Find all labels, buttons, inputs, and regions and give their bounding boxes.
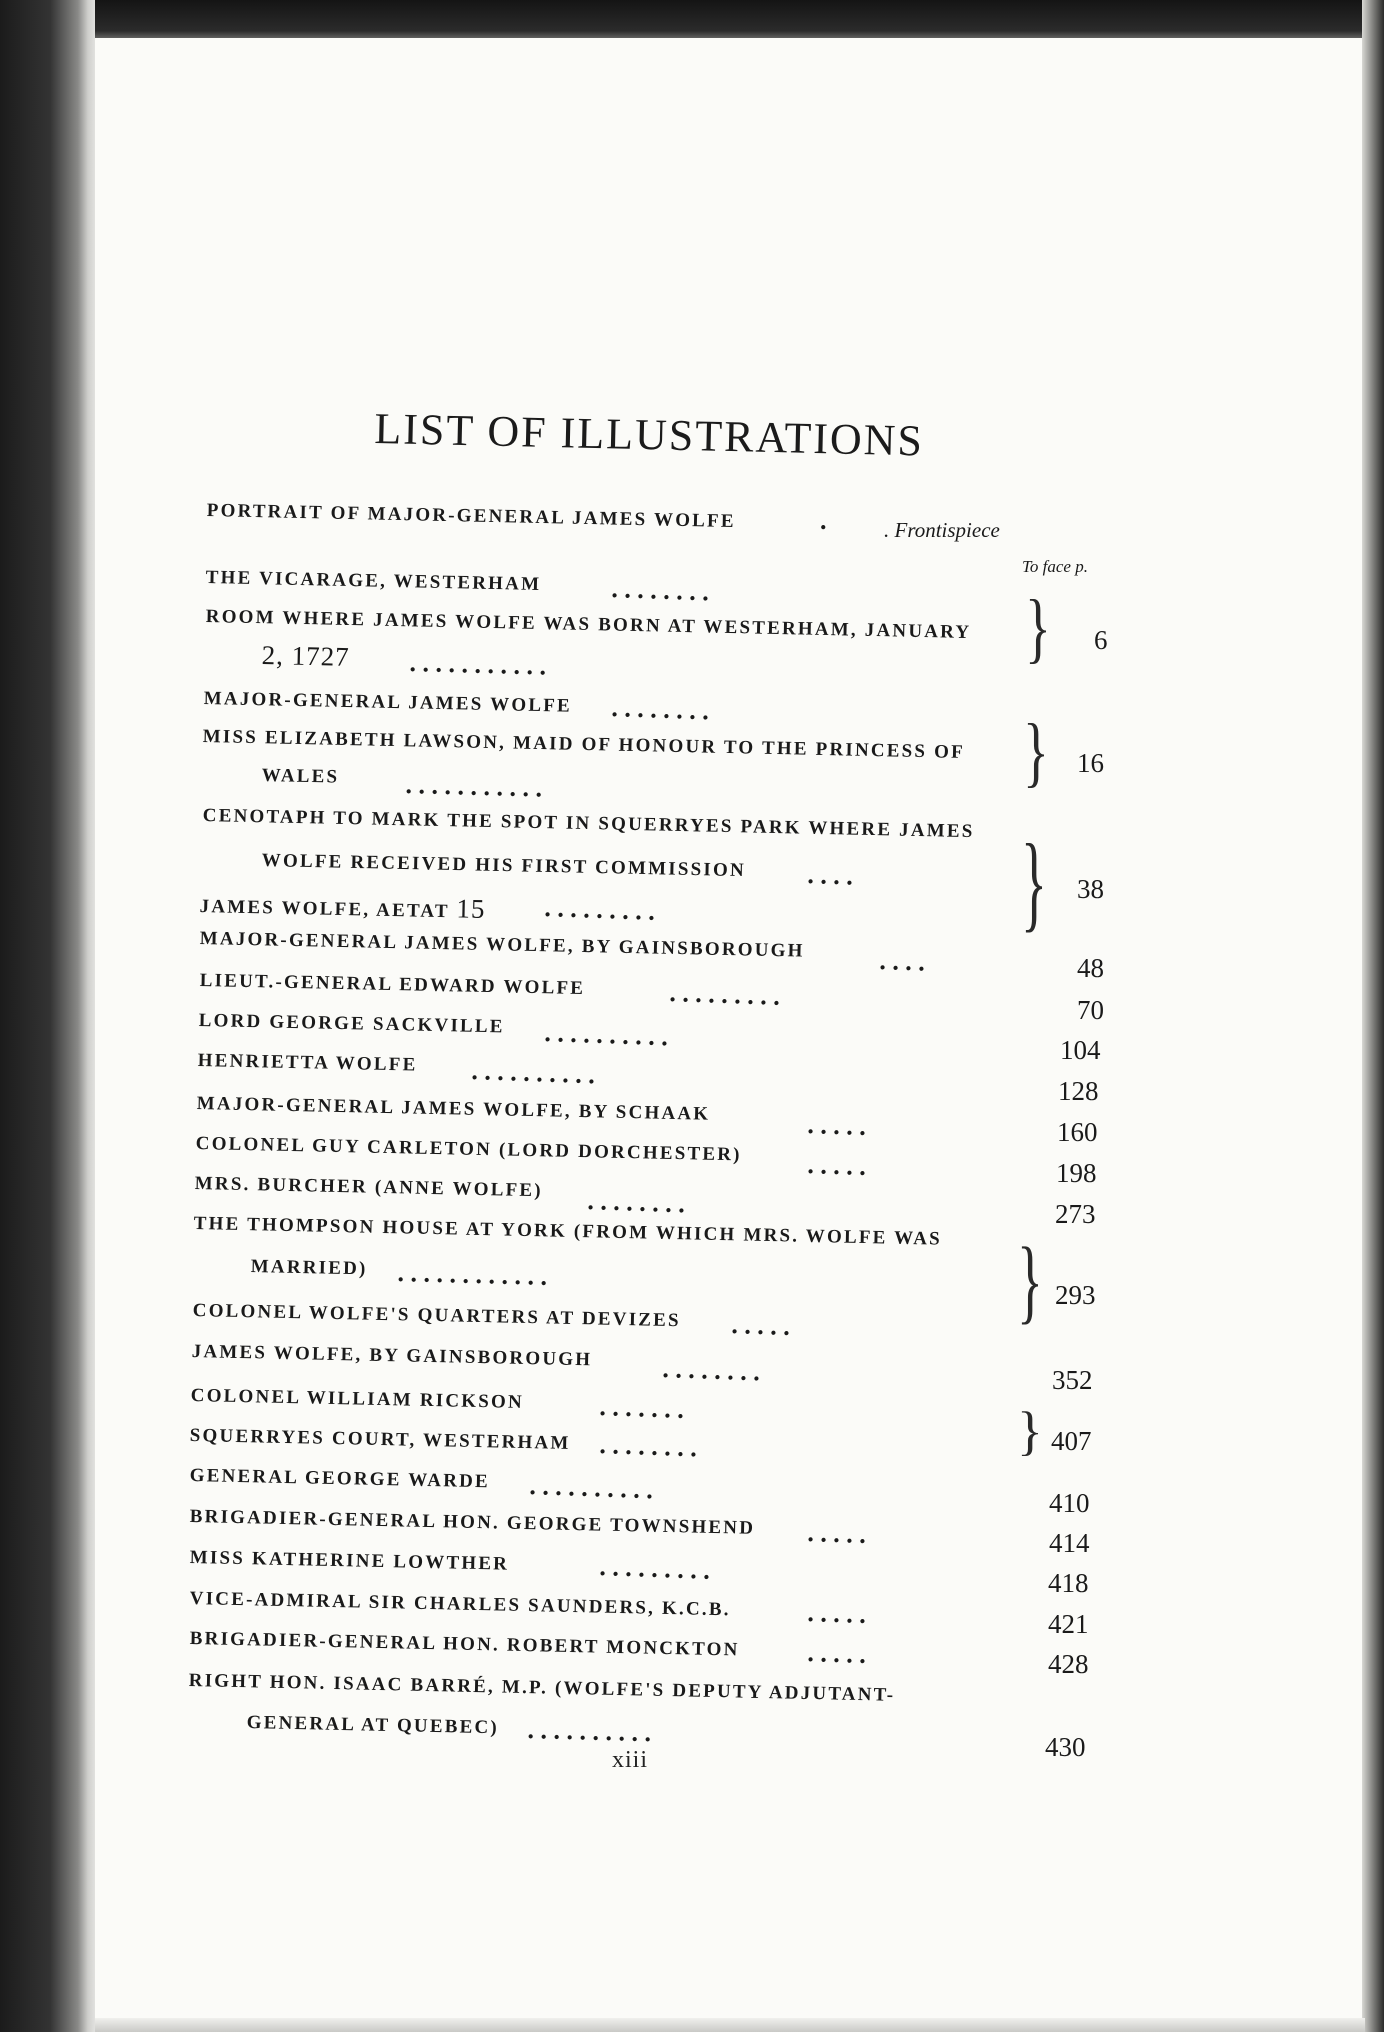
entry-text: LORD GEORGE SACKVILLE xyxy=(198,1010,505,1038)
entry-leader: . . . . xyxy=(806,860,854,891)
to-face-label: To face p. xyxy=(1022,557,1088,576)
entry-continuation: GENERAL AT QUEBEC) xyxy=(246,1712,500,1739)
page-number: 421 xyxy=(1048,1609,1089,1639)
entry-continuation: 2, 1727 xyxy=(261,640,350,672)
entry-text: JAMES WOLFE, BY GAINSBOROUGH xyxy=(191,1341,593,1371)
entry-leader: . . . . . . . . . xyxy=(598,1552,711,1585)
entry-text: HENRIETTA WOLFE xyxy=(197,1050,418,1076)
entry-continuation: MARRIED) xyxy=(250,1256,368,1280)
page-number: 352 xyxy=(1052,1365,1093,1395)
entry-text: COLONEL GUY CARLETON (LORD DORCHESTER) xyxy=(195,1133,742,1166)
entry-continuation: WOLFE RECEIVED HIS FIRST COMMISSION xyxy=(261,850,747,882)
entry-leader: . . . . . xyxy=(806,1638,867,1670)
entry-text: VICE-ADMIRAL SIR CHARLES SAUNDERS, K.C.B. xyxy=(189,1588,731,1621)
entry-text: THE THOMPSON HOUSE AT YORK (FROM WHICH MRS. WOLFE WAS xyxy=(193,1213,943,1250)
page-number: 6 xyxy=(1094,625,1108,655)
entry-text: LIEUT.-GENERAL EDWARD WOLFE xyxy=(199,970,586,1000)
entry-leader: . . . . . . . . . . . xyxy=(409,648,547,681)
page-number: 430 xyxy=(1045,1732,1086,1762)
entry-text: CENOTAPH TO MARK THE SPOT IN SQUERRYES PARK WHERE JAMES xyxy=(202,805,975,843)
entry-leader: . . . . . . . . xyxy=(586,1186,686,1219)
entry-text: MAJOR-GENERAL JAMES WOLFE xyxy=(203,688,573,717)
entry-leader: . . . . . . . . . . . . xyxy=(397,1258,548,1291)
entry-text: ROOM WHERE JAMES WOLFE WAS BORN AT WESTERHAM, JANUARY xyxy=(205,606,972,644)
page-number: 104 xyxy=(1060,1035,1101,1065)
frontispiece-leader: . xyxy=(820,506,827,535)
page-title: LIST OF ILLUSTRATIONS xyxy=(373,403,925,466)
page-number: 293 xyxy=(1055,1280,1096,1310)
grouping-brace: } xyxy=(1017,1227,1043,1333)
entry-leader: . . . . . . . . . . xyxy=(543,1018,669,1052)
page-bottom-edge xyxy=(95,2018,1365,2032)
entry-leader: . . . . . . . . xyxy=(598,1430,698,1463)
entry-leader: . . . . . xyxy=(806,1518,867,1550)
entry-text: MISS ELIZABETH LAWSON, MAID OF HONOUR TO THE PRINCESS OF xyxy=(202,726,966,763)
page-number: 410 xyxy=(1049,1488,1090,1518)
entry-text: THE VICARAGE, WESTERHAM xyxy=(205,567,542,596)
entry-text: BRIGADIER-GENERAL HON. GEORGE TOWNSHEND xyxy=(189,1506,756,1539)
entry-text: COLONEL WILLIAM RICKSON xyxy=(190,1385,525,1413)
page-number: 48 xyxy=(1077,953,1104,983)
entry-leader: . . . . . . . . . . xyxy=(528,1471,654,1505)
page-number: 70 xyxy=(1077,995,1104,1025)
grouping-brace: } xyxy=(1021,822,1047,942)
page-number: 418 xyxy=(1048,1568,1089,1598)
page-number: 273 xyxy=(1055,1199,1096,1229)
book-gutter xyxy=(0,0,95,2032)
entry-leader: . . . . . xyxy=(730,1310,791,1342)
entry-continuation: WALES xyxy=(261,765,340,788)
entry-leader: . . . . . . . . . xyxy=(543,893,656,926)
entry-leader: . . . . . . . . . . xyxy=(470,1056,596,1090)
page-number: 38 xyxy=(1077,874,1104,904)
entry-text: MRS. BURCHER (ANNE WOLFE) xyxy=(194,1173,544,1202)
entry-text: MAJOR-GENERAL JAMES WOLFE, BY SCHAAK xyxy=(196,1093,711,1125)
entry-leader: . . . . . . . . . xyxy=(668,978,781,1011)
entry-text: GENERAL GEORGE WARDE xyxy=(189,1465,491,1493)
entry-text: MISS KATHERINE LOWTHER xyxy=(189,1547,510,1575)
entry-leader: . . . . . . . . . . xyxy=(527,1715,652,1748)
page-number: 128 xyxy=(1058,1076,1099,1106)
frontispiece-page: . Frontispiece xyxy=(884,518,1000,542)
entry-leader: . . . . . xyxy=(806,1110,867,1142)
page-number: 160 xyxy=(1057,1117,1098,1147)
entry-text: JAMES WOLFE, AETAT 15 xyxy=(199,893,486,924)
entry-text: COLONEL WOLFE'S QUARTERS AT DEVIZES xyxy=(192,1300,682,1332)
entry-text: SQUERRYES COURT, WESTERHAM xyxy=(189,1425,571,1454)
entry-leader: . . . . . . . . xyxy=(610,574,710,607)
page-edge xyxy=(1362,0,1384,2032)
entry-leader: . . . . . . . . xyxy=(610,693,710,726)
page-number: 198 xyxy=(1056,1158,1097,1188)
page-folio: xiii xyxy=(612,1747,649,1773)
frontispiece-label: PORTRAIT OF MAJOR-GENERAL JAMES WOLFE xyxy=(206,500,736,533)
entry-leader: . . . . . . . . xyxy=(661,1354,761,1387)
entry-text: BRIGADIER-GENERAL HON. ROBERT MONCKTON xyxy=(189,1628,740,1661)
page-number: 414 xyxy=(1049,1528,1090,1558)
entry-leader: . . . . . xyxy=(806,1598,867,1630)
page-number: 428 xyxy=(1048,1649,1089,1679)
entry-leader: . . . . . . . . . . . xyxy=(405,770,543,803)
entry-leader: . . . . xyxy=(878,946,926,977)
page-number: 407 xyxy=(1051,1426,1092,1456)
grouping-brace: } xyxy=(1025,583,1051,671)
page-number: 16 xyxy=(1077,748,1104,778)
grouping-brace: } xyxy=(1017,1401,1043,1461)
entry-leader: . . . . . . . xyxy=(598,1392,685,1424)
grouping-brace: } xyxy=(1023,707,1049,795)
entry-text: RIGHT HON. ISAAC BARRÉ, M.P. (WOLFE'S DEPUTY ADJUTANT- xyxy=(188,1670,896,1706)
entry-text: MAJOR-GENERAL JAMES WOLFE, BY GAINSBOROUGH xyxy=(199,928,805,962)
entry-leader: . . . . . xyxy=(806,1150,867,1182)
